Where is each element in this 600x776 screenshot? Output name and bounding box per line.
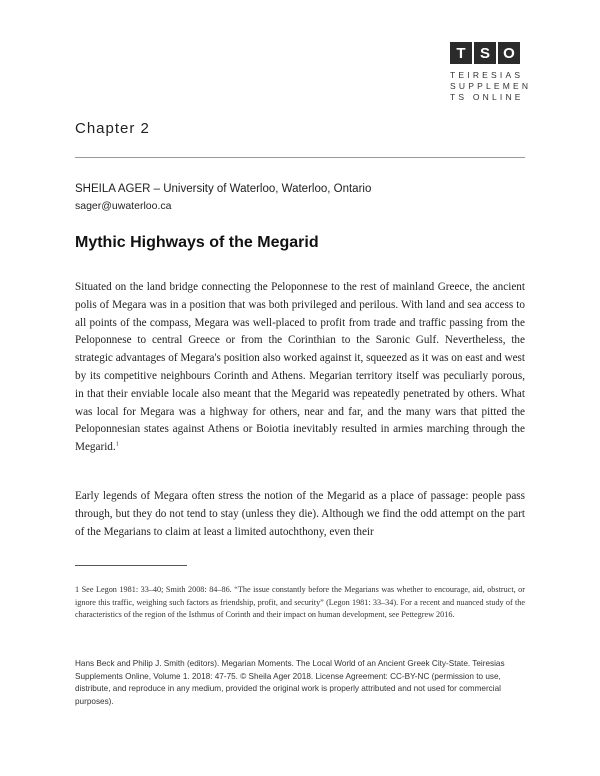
logo-letter-t: T: [450, 42, 472, 64]
logo-line-3: TS ONLINE: [450, 92, 524, 102]
tso-logo: [450, 42, 520, 64]
logo-letter-o: O: [498, 42, 520, 64]
footnote-marker[interactable]: 1: [115, 441, 119, 448]
author-email[interactable]: sager@uwaterloo.ca: [75, 200, 172, 212]
footnote-divider: [75, 565, 187, 566]
paragraph-1-text: Situated on the land bridge connecting the Peloponnese to the rest of mainland Greece, the ancient polis of Megara was in a position that was both privileged and perilous. With land and sea access to all points of the compass, Megara was well-placed to profit from trade and traffic passing from the Peloponnese to central Greece or from the Corinthian to the Saronic Gulf. Nevertheless, the strategic advantages of Megara's position also worked against it, squeezed as it was on east and west by its competitive neighbours Corinth and Athens. Megarian territory itself was peculiarly porous, in that their enviable locale also meant that the Megarid was repeatedly penetrated by others. What was local for Megara was a highway for others, near and far, and the many wars that pitted the Peloponnesian states against Athens or Boiotia inevitably resulted in armies marching through the Megarid.: [75, 281, 525, 454]
logo-letter-s: S: [474, 42, 496, 64]
author-line: SHEILA AGER – University of Waterloo, Waterloo, Ontario: [75, 183, 372, 195]
logo-subtitle: [450, 70, 531, 103]
article-title: Mythic Highways of the Megarid: [75, 234, 319, 251]
citation-block: Hans Beck and Philip J. Smith (editors). Megarian Moments. The Local World of an Ancient Greek City-State. Teiresias Supplements Online, Volume 1. 2018: 47-75. © Sheila Ager 2018. License Agreement: CC-BY-NC (permission to use, distribute, and reproduce in any medium, provided the original work is properly attributed and not used for commercial purposes).: [75, 659, 505, 706]
logo-line-1: TEIRESIAS: [450, 70, 524, 80]
chapter-label: Chapter 2: [75, 120, 150, 137]
body-paragraph-1: [75, 279, 525, 457]
header-divider: [75, 157, 525, 158]
footnote: 1 See Legon 1981: 33–40; Smith 2008: 84–86. “The issue constantly before the Megarians was whether to encourage, aid, obstruct, or ignore this traffic, weighing such factors as friendship, profit, and security” (Legon 1981: 33–34). For a recent and nuanced study of the characteristics of the region of the Isthmus of Corinth and their impact on human development, see Pettegrew 2016.: [75, 585, 525, 620]
body-paragraph-2: Early legends of Megara often stress the notion of the Megarid as a place of passage: people pass through, but they do not tend to stay (unless they die). Although we find the odd attempt on the part of the Megarians to claim at least a limited autochthony, even their: [75, 490, 525, 538]
logo-line-2: SUPPLEMEN: [450, 81, 532, 91]
